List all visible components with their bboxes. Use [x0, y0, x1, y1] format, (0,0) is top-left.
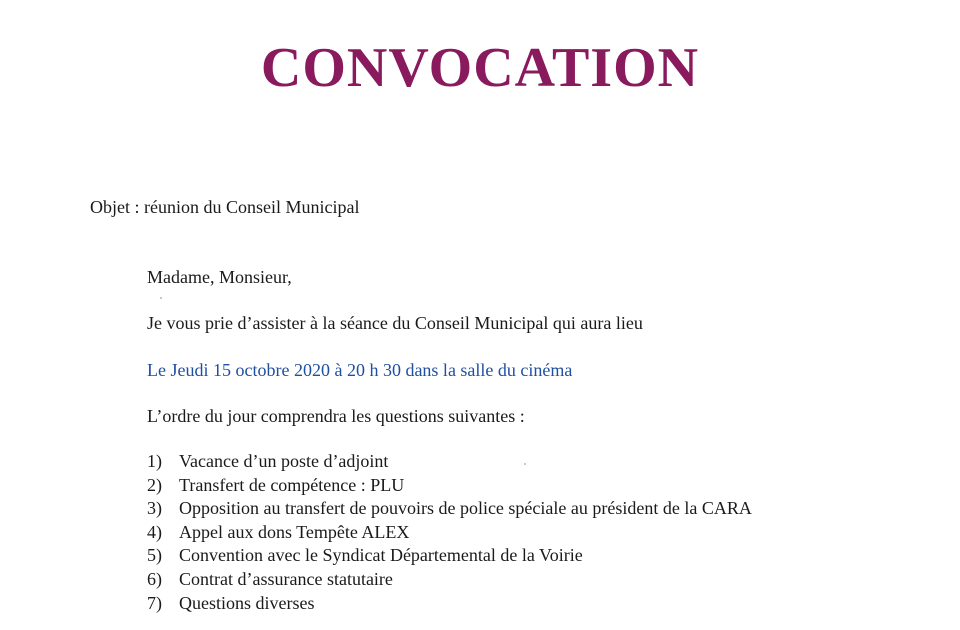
- document-title: CONVOCATION: [260, 37, 700, 99]
- agenda-item-text: Transfert de compétence : PLU: [179, 474, 405, 495]
- agenda-item-number: 6): [147, 568, 162, 589]
- agenda-item: [147, 497, 752, 521]
- agenda-item: [147, 474, 752, 498]
- agenda-item-number: 4): [147, 521, 162, 542]
- salutation: Madame, Monsieur,: [147, 267, 292, 287]
- agenda-item-number: 7): [147, 592, 162, 613]
- meeting-date-line: Le Jeudi 15 octobre 2020 à 20 h 30 dans la salle du cinéma: [147, 360, 573, 380]
- agenda-item-number: 2): [147, 474, 162, 495]
- agenda-item-text: Vacance d’un poste d’adjoint: [179, 451, 389, 471]
- agenda-item-text: Convention avec le Syndicat Départemental de la Voirie: [179, 545, 583, 566]
- agenda-item-text: Appel aux dons Tempête ALEX: [179, 521, 410, 542]
- agenda-item: [147, 521, 752, 545]
- agenda-intro: L’ordre du jour comprendra les questions suivantes :: [147, 406, 525, 426]
- agenda-item: [147, 592, 752, 616]
- agenda-item-text: Contrat d’assurance statutaire: [179, 568, 393, 589]
- agenda-item-number: 3): [147, 498, 162, 519]
- agenda-item-text: Opposition au transfert de pouvoirs de police spéciale au président de la CARA: [179, 498, 752, 519]
- scan-speck: [524, 463, 526, 465]
- agenda-item-number: 1): [147, 451, 162, 471]
- agenda-item: [147, 568, 752, 592]
- agenda-item: [147, 544, 752, 568]
- agenda-item: [147, 450, 752, 474]
- scan-speck: [160, 297, 162, 299]
- agenda-list: [147, 450, 752, 615]
- invitation-text: Je vous prie d’assister à la séance du Conseil Municipal qui aura lieu: [147, 313, 643, 333]
- agenda-item-text: Questions diverses: [179, 592, 315, 613]
- agenda-item-number: 5): [147, 545, 162, 566]
- subject-line: Objet : réunion du Conseil Municipal: [90, 197, 360, 217]
